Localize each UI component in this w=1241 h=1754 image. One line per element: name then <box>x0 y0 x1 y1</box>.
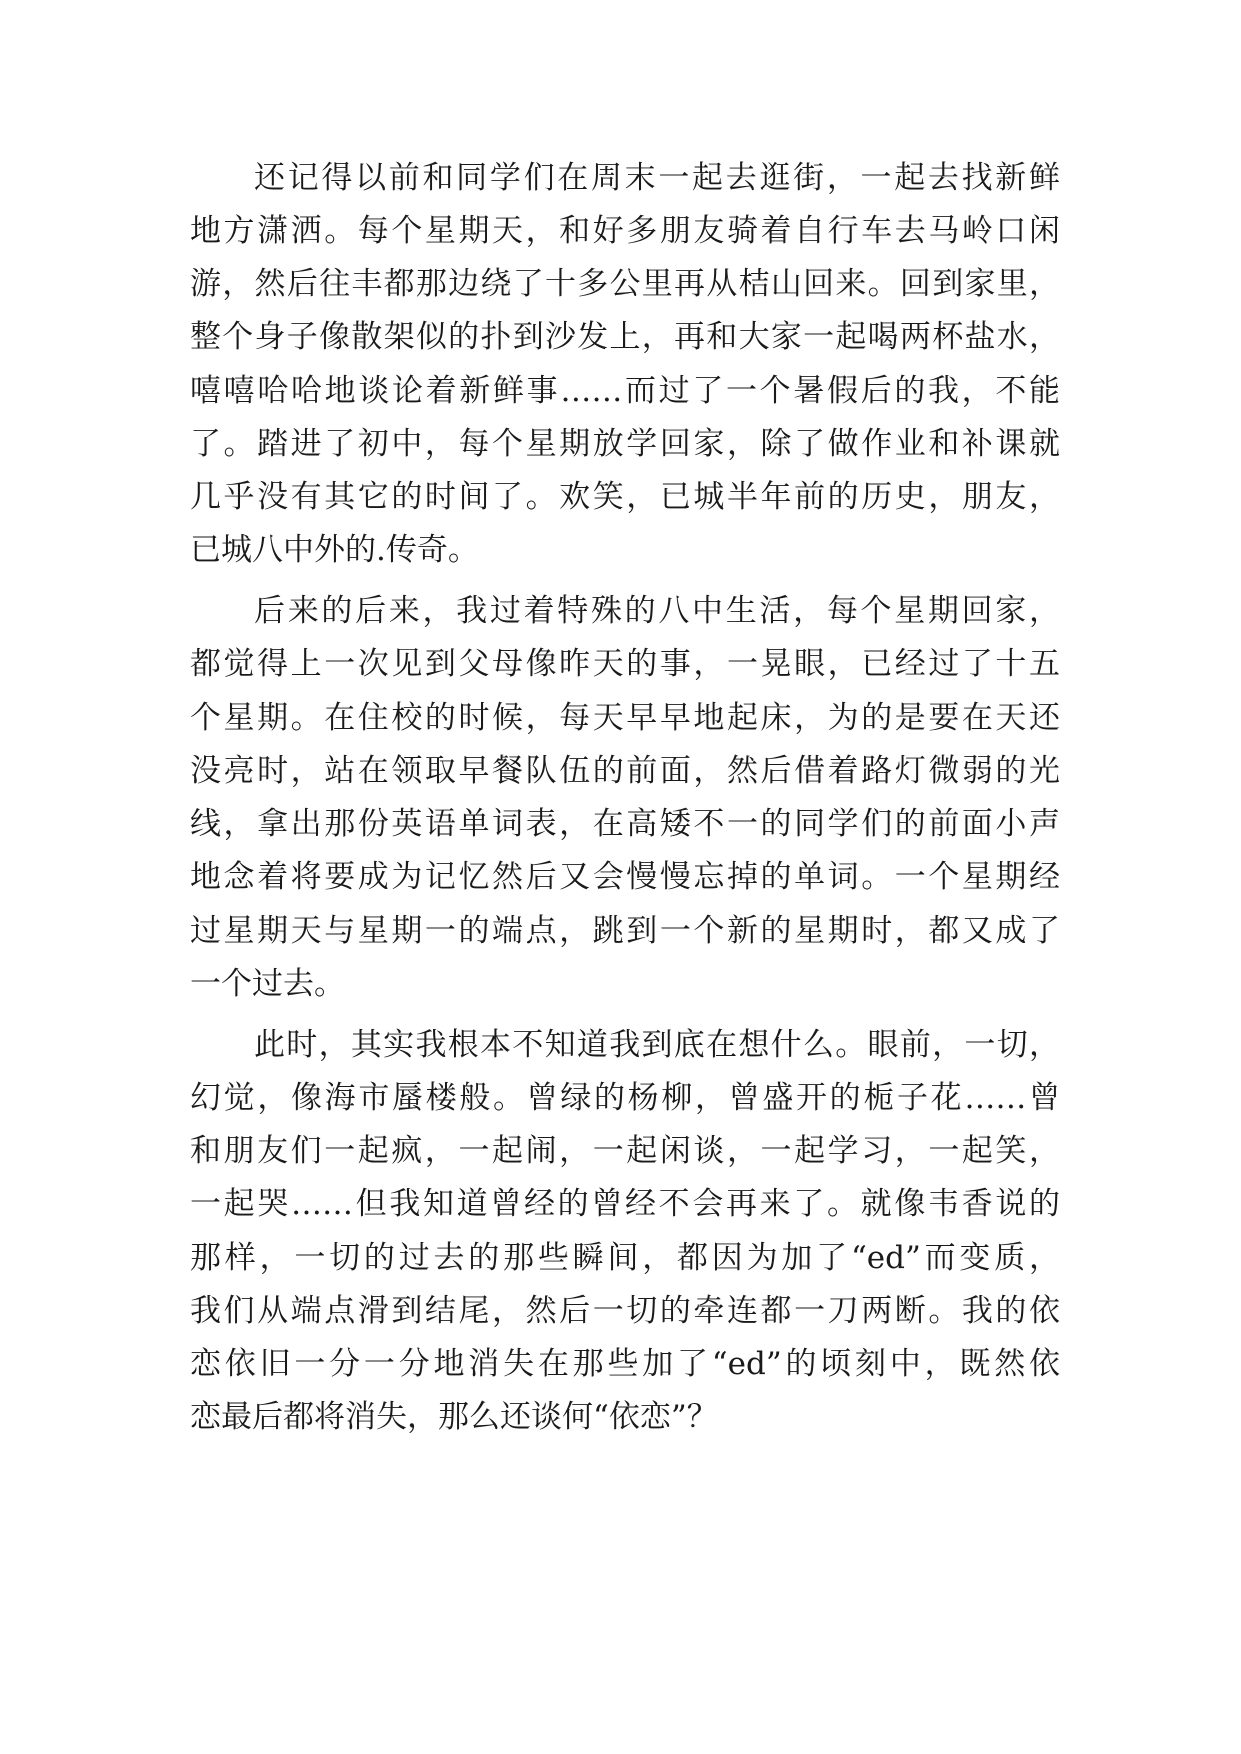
text-line: 线，拿出那份英语单词表，在高矮不一的同学们的前面小声 <box>190 806 1060 842</box>
text-line: 此时，其实我根本不知道我到底在想什么。眼前，一切， <box>254 1027 1060 1063</box>
text-line: 游，然后往丰都那边绕了十多公里再从桔山回来。回到家里， <box>190 266 1060 302</box>
text-line: 后来的后来，我过着特殊的八中生活，每个星期回家， <box>254 593 1060 629</box>
text-line: 了。踏进了初中，每个星期放学回家，除了做作业和补课就 <box>190 426 1060 462</box>
text-line: 没亮时，站在领取早餐队伍的前面，然后借着路灯微弱的光 <box>190 753 1060 789</box>
text-line: 地念着将要成为记忆然后又会慢慢忘掉的单词。一个星期经 <box>190 859 1060 895</box>
text-line: 几乎没有其它的时间了。欢笑，已城半年前的历史，朋友， <box>190 479 1060 515</box>
text-line: 还记得以前和同学们在周末一起去逛街，一起去找新鲜 <box>254 160 1060 196</box>
text-line: 幻觉，像海市蜃楼般。曾绿的杨柳，曾盛开的栀子花……曾 <box>190 1080 1060 1116</box>
text-line: 和朋友们一起疯，一起闹，一起闲谈，一起学习，一起笑， <box>190 1133 1060 1169</box>
text-line: 我们从端点滑到结尾，然后一切的牵连都一刀两断。我的依 <box>190 1293 1060 1329</box>
text-line: 都觉得上一次见到父母像昨天的事，一晃眼，已经过了十五 <box>190 646 1060 682</box>
text-line: 嘻嘻哈哈地谈论着新鲜事……而过了一个暑假后的我，不能 <box>190 373 1060 409</box>
text-line: 地方潇洒。每个星期天，和好多朋友骑着自行车去马岭口闲 <box>190 213 1060 249</box>
text-line: 那样，一切的过去的那些瞬间，都因为加了“ed”而变质， <box>190 1240 1060 1276</box>
text-line: 恋最后都将消失，那么还谈何“依恋”？ <box>190 1399 718 1435</box>
text-line: 恋依旧一分一分地消失在那些加了“ed”的顷刻中，既然依 <box>190 1346 1060 1382</box>
text-line: 整个身子像散架似的扑到沙发上，再和大家一起喝两杯盐水， <box>190 319 1060 355</box>
text-line: 一个过去。 <box>190 966 345 1002</box>
text-line: 过星期天与星期一的端点，跳到一个新的星期时，都又成了 <box>190 913 1060 949</box>
text-line: 个星期。在住校的时候，每天早早地起床，为的是要在天还 <box>190 700 1060 736</box>
text-line: 已城八中外的.传奇。 <box>190 532 479 568</box>
text-line: 一起哭……但我知道曾经的曾经不会再来了。就像韦香说的 <box>190 1186 1060 1222</box>
